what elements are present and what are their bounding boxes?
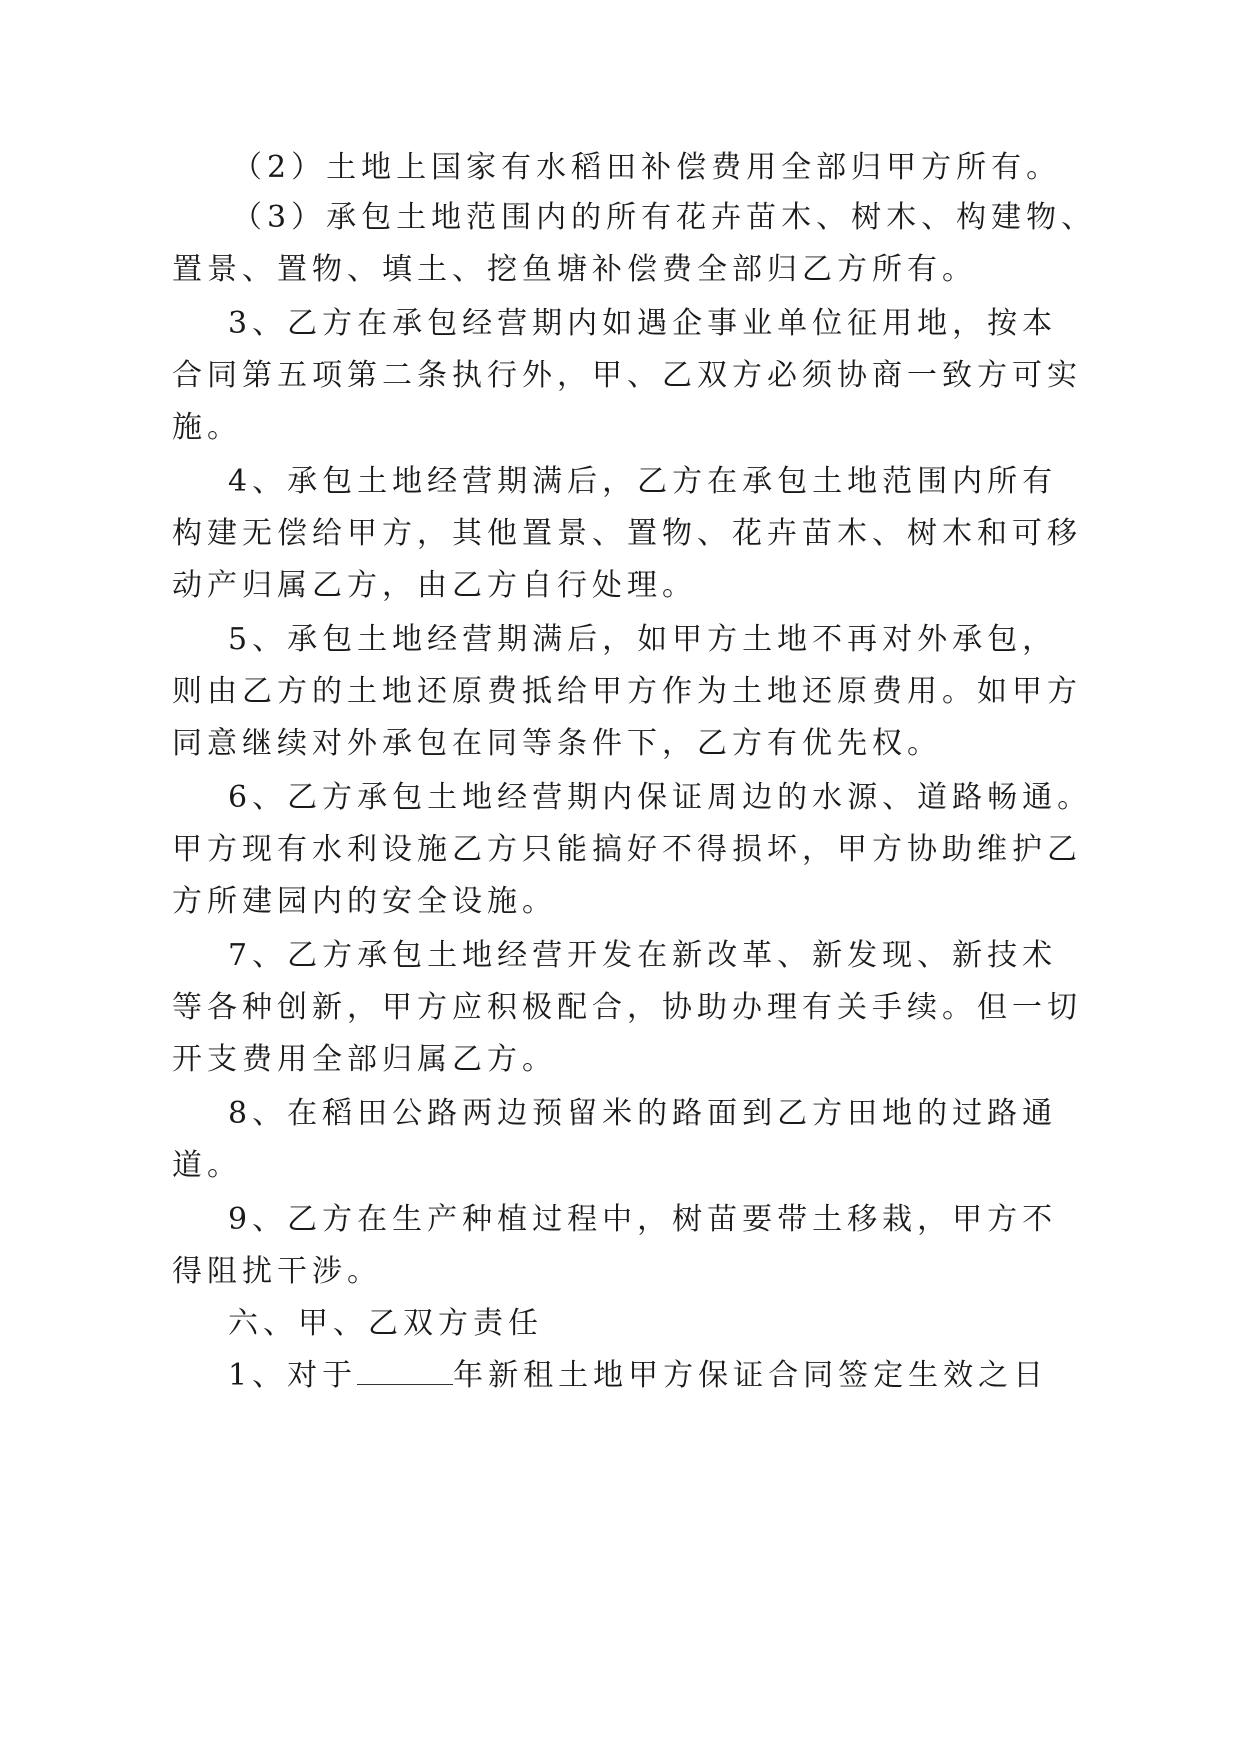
paragraph-line: （3）承包土地范围内的所有花卉苗木、树木、构建物、	[232, 200, 1097, 235]
paragraph-line: 道。	[172, 1148, 242, 1183]
paragraph-line: 等各种创新，甲方应积极配合，协助办理有关手续。但一切	[172, 990, 1082, 1025]
paragraph-line: 3、乙方在承包经营期内如遇企事业单位征用地，按本	[228, 306, 1058, 341]
paragraph-line: 得阻扰干涉。	[172, 1254, 382, 1289]
paragraph-line: 则由乙方的土地还原费抵给甲方作为土地还原费用。如甲方	[172, 674, 1082, 709]
paragraph-line: （2）土地上国家有水稻田补偿费用全部归甲方所有。	[232, 150, 1062, 185]
paragraph-line: 4、承包土地经营期满后，乙方在承包土地范围内所有	[228, 464, 1058, 499]
paragraph-line: 8、在稻田公路两边预留米的路面到乙方田地的过路通	[228, 1096, 1058, 1131]
paragraph-line: 动产归属乙方，由乙方自行处理。	[172, 568, 697, 603]
fill-in-blank	[357, 1358, 453, 1385]
section-heading: 六、甲、乙双方责任	[228, 1306, 543, 1341]
paragraph-line: 6、乙方承包土地经营期内保证周边的水源、道路畅通。	[228, 780, 1093, 815]
paragraph-line: 施。	[172, 410, 242, 445]
paragraph-line: 9、乙方在生产种植过程中，树苗要带土移栽，甲方不	[228, 1202, 1058, 1237]
paragraph-line: 5、承包土地经营期满后，如甲方土地不再对外承包，	[228, 622, 1058, 657]
paragraph-line: 甲方现有水利设施乙方只能搞好不得损坏，甲方协助维护乙	[172, 832, 1082, 867]
paragraph-line: 置景、置物、填土、挖鱼塘补偿费全部归乙方所有。	[172, 252, 977, 287]
paragraph-line	[228, 1358, 1048, 1394]
paragraph-line: 合同第五项第二条执行外，甲、乙双方必须协商一致方可实	[172, 358, 1082, 393]
line-suffix: 年新租土地甲方保证合同签定生效之日	[453, 1358, 1049, 1393]
paragraph-line: 开支费用全部归属乙方。	[172, 1042, 557, 1077]
paragraph-line: 方所建园内的安全设施。	[172, 884, 557, 919]
paragraph-line: 同意继续对外承包在同等条件下，乙方有优先权。	[172, 726, 942, 761]
line-prefix: 1、对于	[228, 1358, 358, 1393]
paragraph-line: 7、乙方承包土地经营开发在新改革、新发现、新技术	[228, 938, 1058, 973]
paragraph-line: 构建无偿给甲方，其他置景、置物、花卉苗木、树木和可移	[172, 516, 1082, 551]
